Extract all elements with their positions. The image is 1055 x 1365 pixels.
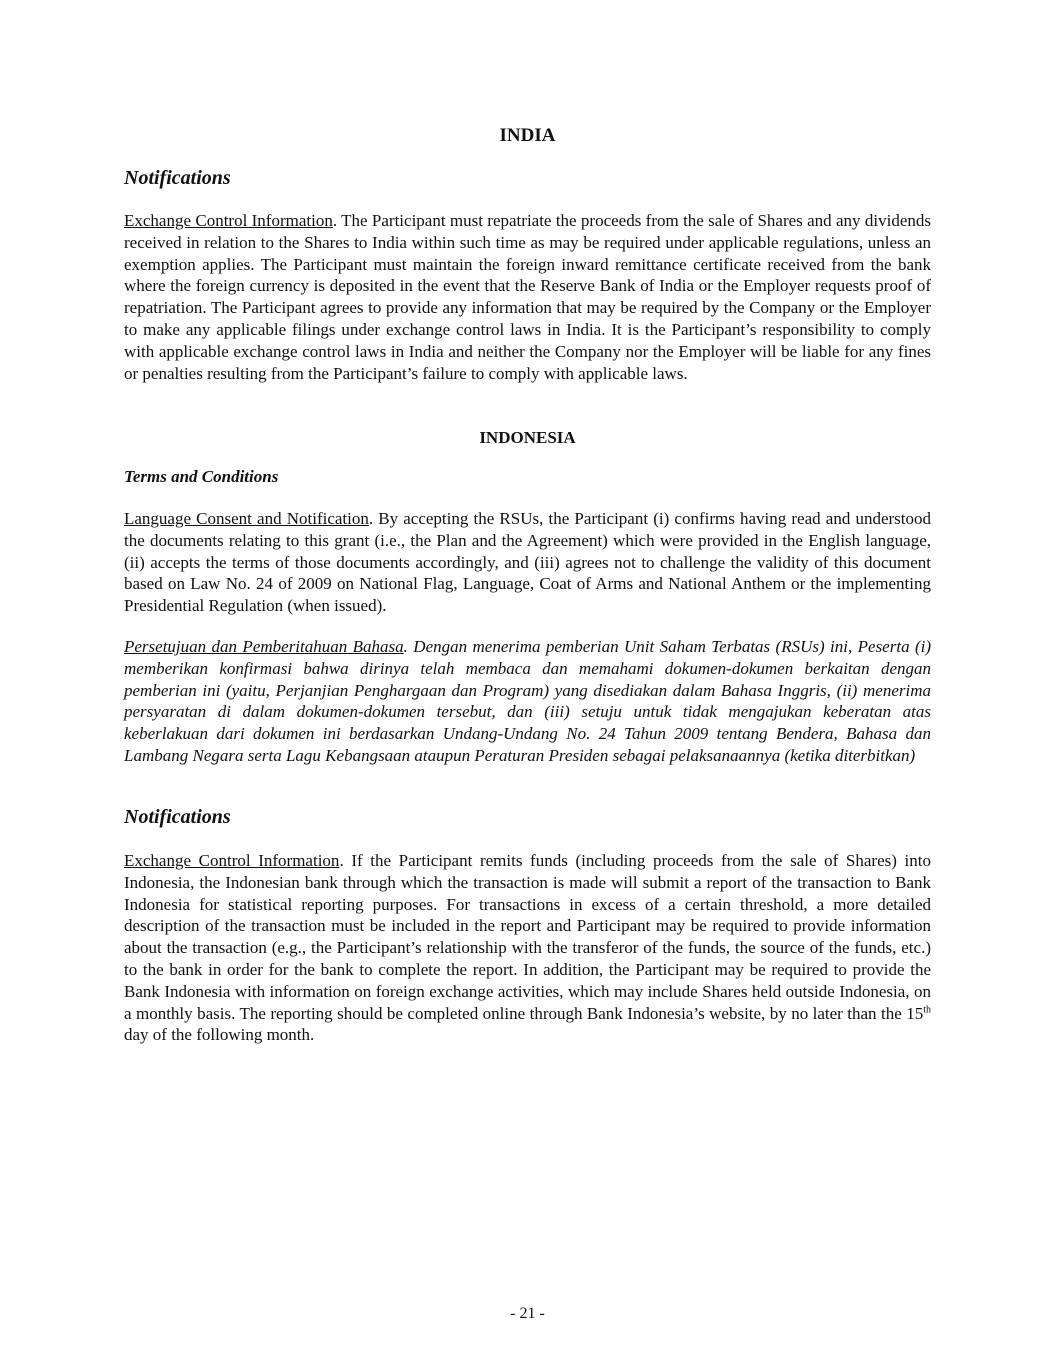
india-heading: INDIA — [499, 125, 556, 146]
india-exchange-paragraph — [124, 210, 931, 384]
india-exchange-text: . The Participant must repatriate the proceeds from the sale of Shares and any dividends received in relation to the Shares to India within such time as may be required under applicable regulations, unless an exemption applies. The Participant must maintain the foreign inward remittance certificate received from the bank where the foreign currency is deposited in the event that the Reserve Bank of India or the Employer requests proof of repatriation. The Participant agrees to provide any information that may be required by the Company or the Employer to make any applicable filings under exchange control laws in India. It is the Participant’s responsibility to comply with applicable exchange control laws in India and neither the Company nor the Employer will be liable for any fines or penalties resulting from the Participant’s failure to comply with applicable laws. — [124, 211, 932, 383]
indonesia-bahasa-text: . Dengan menerima pemberian Unit Saham Terbatas (RSUs) ini, Peserta (i) memberikan konfirmasi bahwa dirinya telah membaca dan memahami dokumen-dokumen berkaitan dengan pemberian ini (yaitu, Perjanjian Penghargaan dan Program) yang disediakan dalam Bahasa Inggris, (ii) menerima persyaratan di dalam dokumen-dokumen tersebut, dan (iii) setuju untuk tidak mengajukan keberatan atas keberlakuan dari dokumen ini berdasarkan Undang-Undang No. 24 Tahun 2009 tentang Bendera, Bahasa dan Lambang Negara serta Lagu Kebangsaan ataupun Peraturan Presiden sebagai pelaksanaannya (ketika diterbitkan) — [124, 637, 932, 765]
page-number: - 21 - — [510, 1305, 545, 1322]
indonesia-language-text: . By accepting the RSUs, the Participant (i) confirms having read and understood the documents relating to this grant (i.e., the Plan and the Agreement) which were provided in the English language, (ii) accepts the terms of those documents accordingly, and (iii) agrees not to challenge the validity of this document based on Law No. 24 of 2009 on National Flag, Language, Coat of Arms and National Anthem or the implementing Presidential Regulation (when issued). — [124, 509, 932, 616]
indonesia-notifications-title: Notifications — [124, 806, 231, 828]
indonesia-heading: INDONESIA — [479, 428, 576, 447]
indonesia-exchange-text-before: . If the Participant remits funds (including proceeds from the sale of Shares) into Indonesia, the Indonesian bank through which the transaction is made will submit a report of the transaction to Bank Indonesia for statistical reporting purposes. For transactions in excess of a certain threshold, a more detailed description of the transaction must be included in the report and Participant may be required to provide information about the transaction (e.g., the Participant’s relationship with the transferor of the funds, the source of the funds, etc.) to the bank in order for the bank to complete the report. In addition, the Participant may be required to provide the Bank Indonesia with information on foreign exchange activities, which may include Shares held outside Indonesia, on a monthly basis. The reporting should be completed online through Bank Indonesia’s website, by no later than the 15 — [124, 851, 931, 1023]
ordinal-superscript: th — [923, 1003, 931, 1015]
indonesia-language-paragraph — [124, 508, 931, 617]
india-notifications-title: Notifications — [124, 167, 231, 189]
india-exchange-label: Exchange Control Information — [124, 211, 333, 230]
indonesia-bahasa-label: Persetujuan dan Pemberitahuan Bahasa — [124, 637, 404, 656]
indonesia-exchange-paragraph — [124, 850, 931, 1046]
indonesia-exchange-text-after: day of the following month. — [124, 1025, 315, 1045]
indonesia-bahasa-paragraph — [124, 636, 931, 767]
indonesia-exchange-label: Exchange Control Information — [124, 851, 340, 870]
indonesia-language-label: Language Consent and Notification — [124, 509, 369, 528]
indonesia-terms-title: Terms and Conditions — [124, 467, 279, 486]
